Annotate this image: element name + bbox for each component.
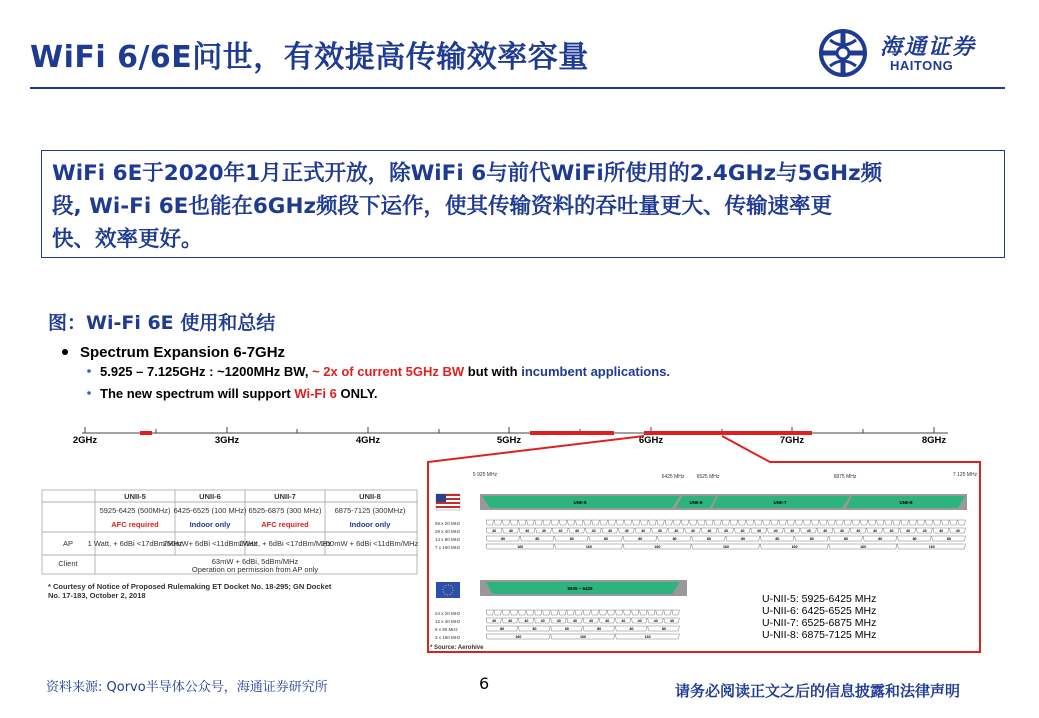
channel-block — [486, 610, 493, 615]
channel-block — [754, 520, 762, 525]
channel-width-label: 160 — [654, 545, 661, 550]
channel-block — [933, 520, 941, 525]
channel-block — [698, 520, 706, 525]
table-freq-unii5: 5925-6425 (500MHz) — [99, 506, 171, 515]
tick-label-7ghz: 7GHz — [779, 435, 805, 446]
table-client-value: 63mW + 6dBi, 5dBm/MHz — [211, 557, 299, 566]
channel-block — [787, 520, 795, 525]
figure-caption: 图：Wi-Fi 6E 使用和总结 — [48, 312, 276, 334]
bullet-2-text: The new spectrum will support Wi-Fi 6 ONLY. — [100, 386, 378, 401]
channel-block — [714, 520, 722, 525]
haitong-logo-icon — [818, 28, 868, 78]
channel-block — [763, 520, 771, 525]
channel-block — [673, 520, 681, 525]
channel-block — [502, 520, 510, 525]
channel-block — [510, 610, 517, 615]
tick-label-5ghz: 5GHz — [496, 435, 522, 446]
unii-table — [42, 490, 419, 574]
sub-bullet-1 — [87, 369, 91, 373]
table-header-unii5: UNII-5 — [124, 492, 146, 501]
channel-width-label: 160 — [860, 545, 867, 550]
channel-block — [494, 610, 501, 615]
channel-width-label: 40 — [955, 529, 960, 534]
channel-width-label: 40 — [906, 529, 911, 534]
channel-block — [615, 610, 622, 615]
channel-block — [779, 520, 787, 525]
channel-block — [648, 610, 655, 615]
channel-width-label: 40 — [939, 529, 944, 534]
channel-width-label: 80 — [569, 537, 574, 542]
tick-label-8ghz: 8GHz — [921, 435, 947, 446]
channel-block — [599, 610, 606, 615]
channel-width-label: 40 — [806, 529, 811, 534]
channel-block — [535, 610, 542, 615]
channel-width-label: 40 — [624, 529, 629, 534]
channel-block — [543, 520, 551, 525]
table-ap-unii8: 250mW + 6dBi <11dBm/MHz — [321, 539, 419, 548]
channel-block — [510, 520, 518, 525]
svg-text:59 x 20 MHz: 59 x 20 MHz — [435, 521, 461, 526]
channel-width-label: 40 — [657, 529, 662, 534]
channel-width-label: 160 — [515, 635, 522, 640]
table-req-unii6: Indoor only — [189, 520, 231, 529]
channel-block — [877, 520, 885, 525]
channel-block — [559, 610, 566, 615]
channel-block — [543, 610, 550, 615]
channel-width-label: 40 — [556, 619, 561, 624]
svg-text:6 x 80 MHz: 6 x 80 MHz — [435, 627, 458, 632]
eu-band-label: 5925 – 6425 — [567, 586, 593, 591]
channel-block — [649, 520, 657, 525]
channel-width-label: 40 — [572, 619, 577, 624]
channel-block — [584, 520, 592, 525]
svg-text:6425 MHz: 6425 MHz — [661, 474, 685, 480]
eu-flag-icon — [436, 582, 460, 598]
channel-block — [901, 520, 909, 525]
table-req-unii7: AFC required — [261, 520, 309, 529]
table-ap-unii7: 1Watt, + 6dBi <17dBm/MHz — [238, 539, 332, 548]
channel-width-label: 80 — [501, 537, 506, 542]
footer-disclaimer: 请务必阅读正文之后的信息披露和法律声明 — [675, 682, 961, 700]
channel-width-label: 40 — [872, 529, 877, 534]
channel-width-label: 40 — [790, 529, 795, 534]
channel-block — [917, 520, 925, 525]
table-header-unii6: UNII-6 — [199, 492, 221, 501]
channel-block — [681, 520, 689, 525]
channel-width-label: 40 — [621, 619, 626, 624]
channel-block — [689, 520, 697, 525]
channel-width-label: 160 — [517, 545, 524, 550]
channel-width-label: 80 — [775, 537, 780, 542]
us-flag-icon — [436, 494, 460, 510]
channel-width-label: 40 — [508, 619, 513, 624]
unii-list-item-7: U-NII-7: 6525-6875 MHz — [762, 617, 877, 629]
bullet-1-text: 5.925 – 7.125GHz : ~1200MHz BW, ~ 2x of current 5GHz BW but with incumbent applications. — [100, 364, 671, 379]
channel-block — [811, 520, 819, 525]
unii-list-item-6: U-NII-6: 6425-6525 MHz — [762, 605, 877, 617]
svg-text:UNII-6: UNII-6 — [689, 500, 703, 505]
svg-text:UNII-8: UNII-8 — [899, 500, 913, 505]
channel-width-label: 40 — [773, 529, 778, 534]
channel-width-label: 40 — [641, 529, 646, 534]
channel-width-label: 40 — [724, 529, 728, 534]
channel-block — [836, 520, 844, 525]
channel-block — [795, 520, 803, 525]
channel-width-label: 160 — [723, 545, 729, 550]
us-frequency-labels — [473, 472, 978, 480]
source-note: * Source: Aerohive — [430, 645, 484, 651]
svg-text:29 x 40 MHz: 29 x 40 MHz — [435, 529, 461, 534]
haitong-logo — [818, 28, 998, 78]
channel-width-label: 160 — [585, 545, 592, 550]
channel-block — [591, 610, 598, 615]
svg-text:UNII-7: UNII-7 — [773, 500, 787, 505]
svg-text:14 x 80 MHz: 14 x 80 MHz — [435, 537, 461, 542]
channel-width-label: 80 — [638, 537, 643, 542]
band-2-4ghz — [140, 431, 152, 435]
channel-width-label: 80 — [844, 537, 848, 542]
channel-width-label: 80 — [946, 537, 951, 542]
summary-line-1: WiFi 6E于2020年1月正式开放，除WiFi 6与前代WiFi所使用的2.4GHz与5GHz频 — [52, 161, 883, 186]
channel-width-label: 160 — [928, 545, 935, 550]
channel-width-label: 160 — [791, 545, 798, 550]
page-number: 6 — [479, 674, 490, 693]
channel-block — [885, 520, 893, 525]
tick-label-4ghz: 4GHz — [355, 435, 381, 446]
channel-width-label: 40 — [541, 529, 546, 534]
channel-block — [551, 610, 558, 615]
axis-tick-labels — [73, 435, 947, 446]
table-header-unii7: UNII-7 — [274, 492, 296, 501]
channel-block — [551, 520, 559, 525]
table-header-unii8: UNII-8 — [359, 492, 381, 501]
channel-block — [632, 610, 639, 615]
table-note: Operation on permission from AP only — [191, 565, 319, 574]
channel-block — [868, 520, 876, 525]
svg-text:3 x 160 MHz: 3 x 160 MHz — [435, 635, 461, 640]
table-freq-unii6: 6425-6525 (100 MHz) — [173, 506, 247, 515]
channel-block — [771, 520, 779, 525]
channel-block — [820, 520, 828, 525]
channel-width-label: 40 — [637, 619, 642, 624]
channel-width-label: 40 — [525, 529, 530, 534]
channel-block — [526, 610, 533, 615]
unii-list-item-8: U-NII-8: 6875-7125 MHz — [762, 629, 877, 641]
channel-block — [665, 520, 673, 525]
table-freq-unii8: 6875-7125 (300MHz) — [334, 506, 406, 515]
summary-line-3: 快、效率更好。 — [52, 227, 203, 252]
tick-label-6ghz: 6GHz — [638, 435, 664, 446]
channel-block — [527, 520, 535, 525]
channel-width-label: 40 — [558, 529, 563, 534]
table-req-unii8: Indoor only — [349, 520, 391, 529]
table-ap-unii5: 1 Watt, + 6dBi <17dBm/MHz — [87, 539, 183, 548]
eu-channel-row-labels — [435, 611, 461, 640]
channel-width-label: 40 — [690, 529, 695, 534]
svg-text:6875 MHz: 6875 MHz — [833, 474, 857, 480]
channel-block — [722, 520, 730, 525]
svg-text:12 x 40 MHz: 12 x 40 MHz — [435, 619, 461, 624]
channel-width-label: 80 — [878, 537, 883, 542]
channel-width-label: 80 — [912, 537, 917, 542]
channel-width-label: 40 — [540, 619, 545, 624]
channel-block — [608, 520, 616, 525]
channel-width-label: 80 — [672, 537, 677, 542]
channel-width-label: 40 — [922, 529, 927, 534]
channel-block — [942, 520, 950, 525]
channel-block — [567, 520, 575, 525]
channel-block — [632, 520, 640, 525]
channel-block — [640, 610, 647, 615]
channel-block — [893, 520, 901, 525]
svg-text:5 925 MHz: 5 925 MHz — [472, 472, 498, 478]
channel-width-label: 40 — [669, 619, 674, 624]
channel-width-label: 80 — [604, 537, 608, 542]
summary-box — [41, 150, 1005, 258]
channel-width-label: 80 — [741, 537, 746, 542]
svg-text:UNII-5: UNII-5 — [573, 500, 587, 505]
logo-chinese-text: 海通证券 — [880, 35, 977, 60]
table-req-unii5: AFC required — [111, 520, 159, 529]
us-channel-row-labels — [435, 521, 461, 550]
channel-block — [623, 610, 630, 615]
channel-width-label: 80 — [706, 537, 711, 542]
channel-width-label: 80 — [564, 627, 569, 632]
channel-width-label: 80 — [500, 627, 505, 632]
channel-block — [844, 520, 852, 525]
summary-line-2: 段, Wi-Fi 6E也能在6GHz频段下运作，使其传输资料的吞吐量更大、传输速率更 — [52, 194, 832, 219]
channel-block — [803, 520, 811, 525]
tick-label-2ghz: 2GHz — [72, 435, 98, 446]
channel-block — [624, 520, 632, 525]
table-footnote-1: * Courtesy of Notice of Proposed Rulemaking ET Docket No. 18-295; GN Docket — [48, 582, 332, 591]
channel-width-label: 80 — [661, 627, 666, 632]
channel-width-label: 40 — [757, 529, 762, 534]
channel-width-label: 160 — [644, 635, 651, 640]
sub-bullet-2 — [87, 391, 91, 395]
page-title: WiFi 6/6E问世，有效提高传输效率容量 — [30, 40, 589, 75]
us-channel-grid — [486, 520, 965, 549]
channel-block — [746, 520, 754, 525]
channel-width-label: 40 — [492, 619, 497, 624]
title-divider — [30, 87, 1005, 89]
svg-text:24 x 20 MHz: 24 x 20 MHz — [435, 611, 461, 616]
channel-block — [592, 520, 600, 525]
table-row-client: Client — [58, 559, 78, 568]
channel-width-label: 40 — [889, 529, 894, 534]
channel-block — [852, 520, 860, 525]
channel-width-label: 40 — [823, 529, 828, 534]
channel-block — [860, 520, 868, 525]
channel-block — [925, 520, 933, 525]
channel-width-label: 80 — [629, 627, 634, 632]
channel-width-label: 40 — [524, 619, 529, 624]
channel-block — [575, 610, 582, 615]
footer-source: 资料来源: Qorvo半导体公众号，海通证券研究所 — [46, 680, 328, 695]
svg-text:7 x 160 MHz: 7 x 160 MHz — [435, 545, 461, 550]
channel-width-label: 40 — [492, 529, 497, 534]
eu-channel-grid — [486, 610, 679, 639]
table-freq-unii7: 6525-6875 (300 MHz) — [248, 506, 322, 515]
channel-width-label: 40 — [740, 529, 745, 534]
band-5ghz — [530, 431, 614, 435]
channel-block — [486, 520, 494, 525]
table-footnote-2: No. 17-183, October 2, 2018 — [48, 591, 146, 600]
wifi6e-figure — [40, 336, 990, 656]
channel-width-label: 40 — [508, 529, 513, 534]
channel-width-label: 40 — [575, 529, 580, 534]
channel-block — [909, 520, 917, 525]
table-ap-unii6: 250mW+ 6dBi <11dBm/MHz — [162, 539, 258, 548]
channel-width-label: 80 — [809, 537, 814, 542]
channel-block — [607, 610, 614, 615]
channel-block — [706, 520, 714, 525]
heading-bullet — [62, 349, 68, 355]
channel-width-label: 40 — [591, 529, 596, 534]
channel-block — [535, 520, 543, 525]
channel-block — [958, 520, 966, 525]
spectrum-heading: Spectrum Expansion 6-7GHz — [80, 344, 286, 361]
channel-width-label: 40 — [605, 619, 610, 624]
channel-block — [494, 520, 502, 525]
channel-block — [641, 520, 649, 525]
svg-text:7 125 MHz: 7 125 MHz — [952, 472, 978, 478]
unii-range-list — [762, 593, 876, 641]
channel-block — [502, 610, 509, 615]
channel-block — [730, 520, 738, 525]
unii-list-item-5: U-NII-5: 5925-6425 MHz — [762, 593, 877, 605]
channel-width-label: 40 — [707, 529, 712, 534]
channel-block — [567, 610, 574, 615]
channel-width-label: 40 — [856, 529, 861, 534]
channel-block — [738, 520, 746, 525]
channel-block — [672, 610, 679, 615]
channel-width-label: 40 — [608, 529, 613, 534]
channel-block — [616, 520, 624, 525]
channel-block — [559, 520, 567, 525]
channel-block — [583, 610, 590, 615]
channel-width-label: 80 — [597, 627, 602, 632]
svg-text:6525 MHz: 6525 MHz — [696, 474, 720, 480]
channel-block — [600, 520, 608, 525]
channel-width-label: 40 — [674, 529, 679, 534]
channel-block — [828, 520, 836, 525]
channel-block — [519, 520, 527, 525]
channel-block — [575, 520, 583, 525]
channel-width-label: 40 — [839, 529, 844, 534]
channel-width-label: 80 — [532, 627, 537, 632]
channel-block — [950, 520, 958, 525]
table-row-ap: AP — [62, 539, 74, 548]
channel-block — [657, 520, 665, 525]
channel-block — [656, 610, 663, 615]
logo-english-text: HAITONG — [890, 58, 954, 73]
channel-block — [664, 610, 671, 615]
channel-width-label: 40 — [653, 619, 658, 624]
channel-width-label: 40 — [589, 619, 594, 624]
channel-block — [518, 610, 525, 615]
channel-width-label: 80 — [535, 537, 540, 542]
channel-width-label: 160 — [580, 635, 586, 640]
tick-label-3ghz: 3GHz — [214, 435, 240, 446]
